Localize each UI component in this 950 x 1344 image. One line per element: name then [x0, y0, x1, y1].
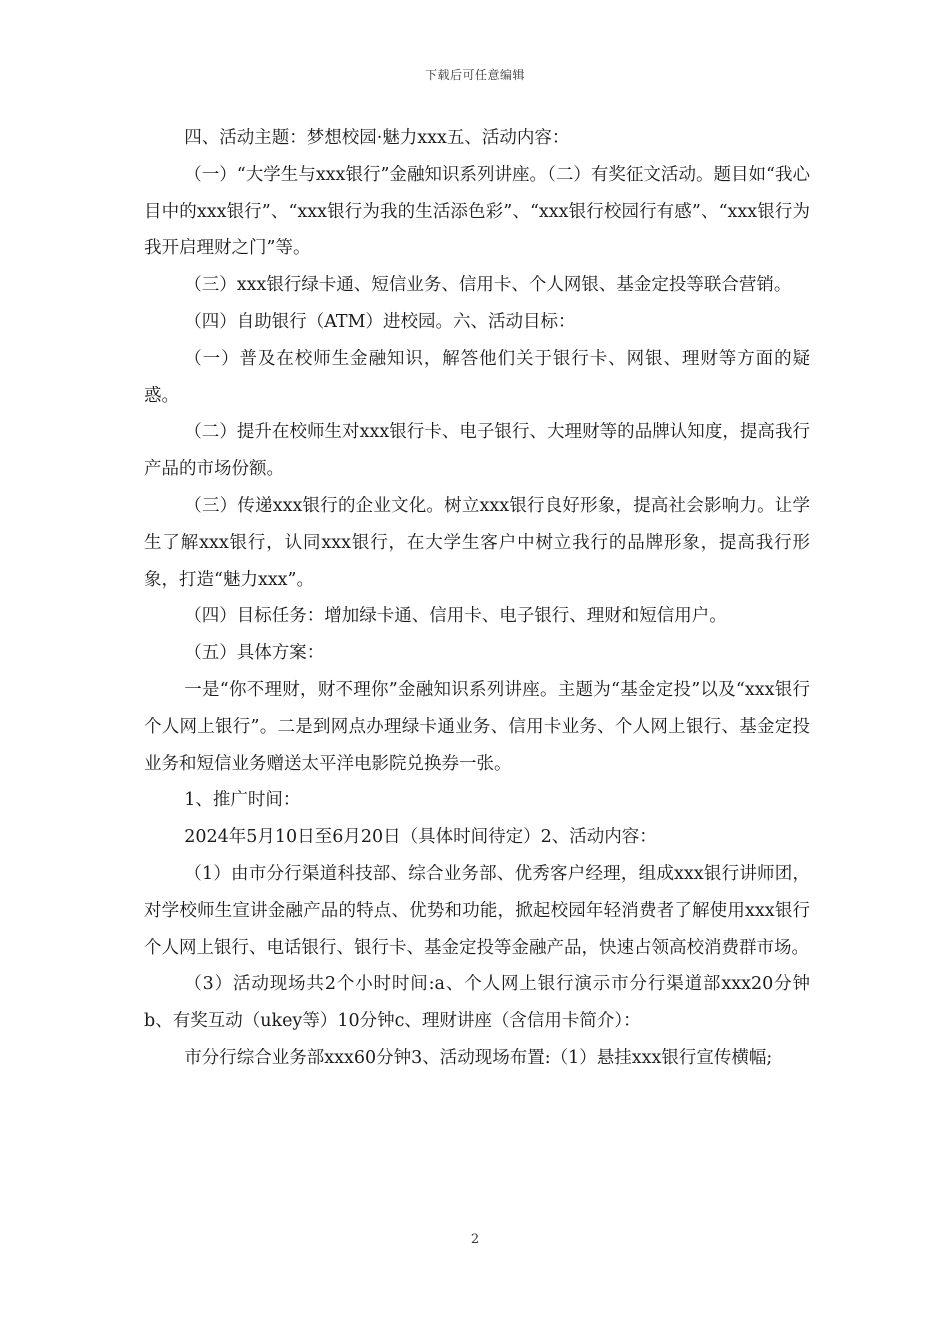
paragraph: 1、推广时间： [184, 790, 301, 811]
paragraph: （一）“大学生与xxx银行”金融知识系列讲座。（二）有奖征文活动。题目如“我心目中的xxx银行”、“xxx银行为我的生活添色彩”、“xxx银行校园行有感”、“xxx银行为我开启理财之门”等。 [144, 164, 810, 259]
page-header: 下载后可任意编辑 [424, 68, 525, 82]
paragraph: （三）传递xxx银行的企业文化。树立xxx银行良好形象，提高社会影响力。让学生了解xxx银行，认同xxx银行，在大学生客户中树立我行的品牌形象，提高我行形象，打造“魅力xxx”。 [144, 495, 810, 590]
paragraph: 市分行综合业务部xxx60分钟3、活动现场布置:（1）悬挂xxx银行宣传横幅; [184, 1047, 773, 1068]
paragraph: （3）活动现场共2个小时时间:a、个人网上银行演示市分行渠道部xxx20分钟b、有奖互动（ukey等）10分钟c、理财讲座（含信用卡简介）： [144, 974, 810, 1032]
paragraph: 2024年5月10日至6月20日（具体时间待定）2、活动内容： [184, 827, 657, 848]
paragraph: （一）普及在校师生金融知识，解答他们关于银行卡、网银、理财等方面的疑惑。 [144, 348, 810, 406]
paragraph: （四）自助银行（ATM）进校园。六、活动目标： [184, 311, 576, 332]
paragraph: （四）目标任务：增加绿卡通、信用卡、电子银行、理财和短信用户。 [184, 606, 727, 627]
page-number: 2 [470, 1232, 480, 1247]
document-body [144, 120, 810, 1077]
paragraph: （三）xxx银行绿卡通、短信业务、信用卡、个人网银、基金定投等联合营销。 [184, 275, 792, 296]
paragraph: 四、活动主题：梦想校园·魅力xxx五、活动内容： [184, 128, 570, 148]
paragraph: 一是“你不理财，财不理你”金融知识系列讲座。主题为“基金定投”以及“xxx银行个人网上银行”。二是到网点办理绿卡通业务、信用卡业务、个人网上银行、基金定投业务和短信业务赠送太平洋电影院兑换券一张。 [144, 679, 810, 774]
paragraph: （1）由市分行渠道科技部、综合业务部、优秀客户经理，组成xxx银行讲师团，对学校师生宣讲金融产品的特点、优势和功能，掀起校园年轻消费者了解使用xxx银行个人网上银行、电话银行、银行卡、基金定投等金融产品，快速占领高校消费群市场。 [144, 863, 810, 958]
paragraph: （二）提升在校师生对xxx银行卡、电子银行、大理财等的品牌认知度，提高我行产品的市场份额。 [144, 422, 810, 480]
paragraph: （五）具体方案： [184, 643, 325, 664]
